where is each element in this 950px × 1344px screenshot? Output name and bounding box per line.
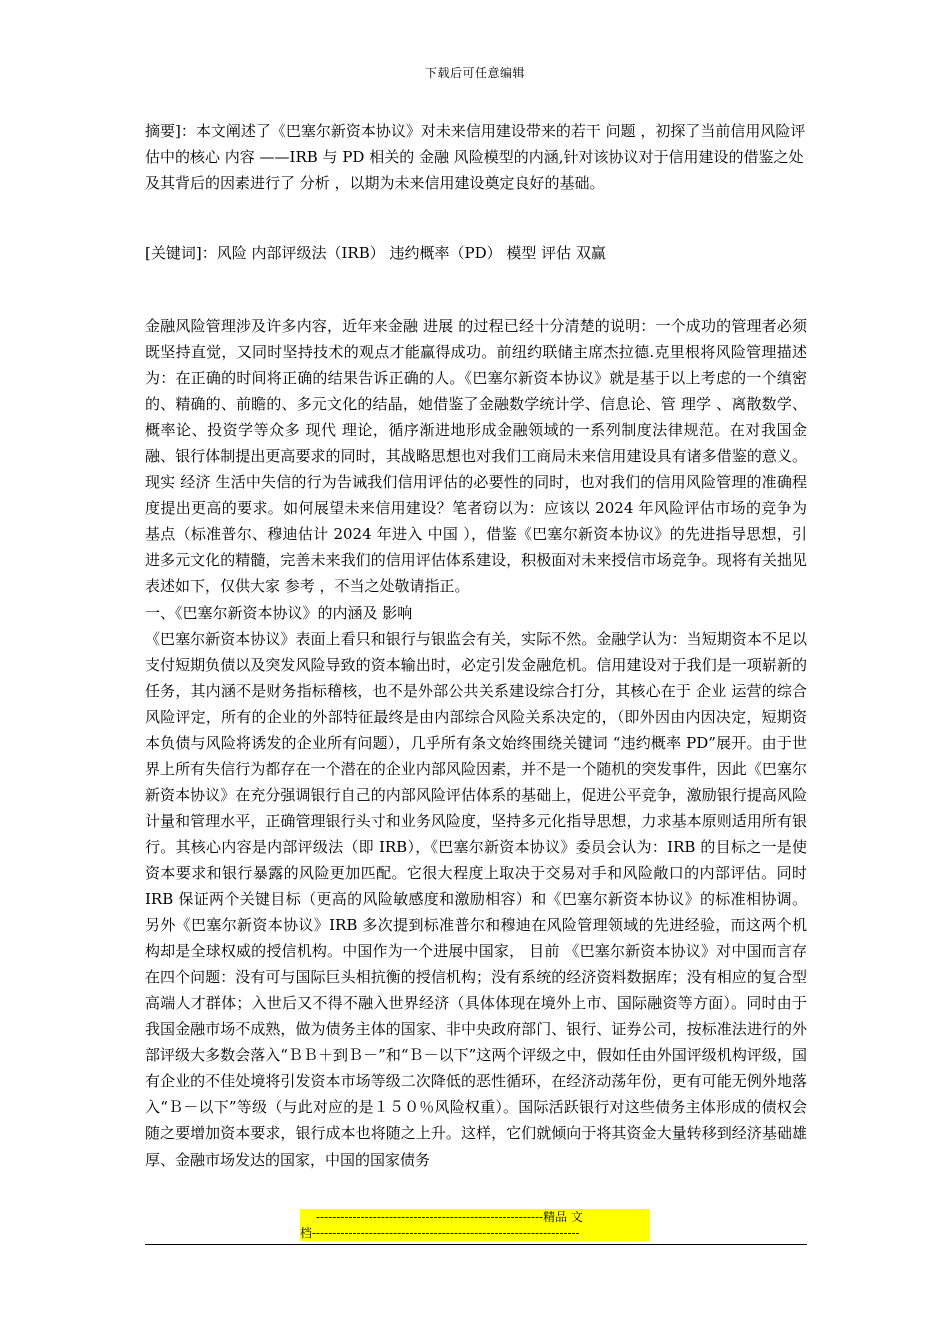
keywords-section [145, 240, 807, 266]
section-heading: 一、《巴塞尔新资本协议》的内涵及 影响 [145, 603, 413, 622]
body-section [145, 313, 807, 1173]
keywords-text: [关键词]：风险 内部评级法（IRB） 违约概率（PD） 模型 评估 双赢 [145, 244, 606, 262]
abstract-text: 摘要]：本文阐述了《巴塞尔新资本协议》对未来信用建设带来的若干 问题 ，初探了当前信用风险评估中的核心 内容 ——IRB 与 PD 相关的 金融 风险模型的内涵,针对该协议对于信用建设的借鉴之处及其背后的因素进行了 分析 ，以期为未来信用建设奠定良好的基础。 [145, 122, 806, 192]
footer-watermark [300, 1209, 650, 1241]
footer-divider [145, 1244, 807, 1245]
footer-watermark-line1: --------------------------------------------------------精品 文 [316, 1210, 583, 1224]
section-paragraph: 《巴塞尔新资本协议》表面上看只和银行与银监会有关，实际不然。金融学认为：当短期资本不足以支付短期负债以及突发风险导致的资本输出时，必定引发金融危机。信用建设对于我们是一项崭新的任务，其内涵不是财务指标稽核，也不是外部公共关系建设综合打分，其核心在于 企业 运营的综合风险评定，所有的企业的外部特征最终是由内部综合风险关系决定的，（即外因由内因决定，短期资本负债与风险将诱发的企业所有问题），几乎所有条文始终围绕关键词 “违约概率 PD”展开。由于世界上所有失信行为都存在一个潜在的企业内部风险因素，并不是一个随机的突发事件，因此《巴塞尔新资本协议》在充分强调银行自己的内部风险评估体系的基础上，促进公平竞争，激励银行提高风险计量和管理水平，正确管理银行头寸和业务风险度，坚持多元化指导思想，力求基本原则适用所有银行。其核心内容是内部评级法（即 IRB），《巴塞尔新资本协议》委员会认为：IRB 的目标之一是使资本要求和银行暴露的风险更加匹配。它很大程度上取决于交易对手和风险敞口的内部评估。同时 IRB 保证两个关键目标（更高的风险敏感度和激励相容）和《巴塞尔新资本协议》的标准相协调。另外《巴塞尔新资本协议》IRB 多次提到标准普尔和穆迪在风险管理领域的先进经验，而这两个机构却是全球权威的授信机构。中国作为一个进展中国家， 目前 《巴塞尔新资本协议》对中国而言存在四个问题：没有可与国际巨头相抗衡的授信机构；没有系统的经济资料数据库；没有相应的复合型高端人才群体；入世后又不得不融入世界经济（具体体现在境外上市、国际融资等方面）。同时由于我国金融市场不成熟，做为债务主体的国家、非中央政府部门、银行、证券公司，按标准法进行的外部评级大多数会落入“ＢＢ＋到Ｂ－”和“Ｂ－以下”这两个评级之中，假如任由外国评级机构评级，国有企业的不佳处境将引发资本市场等级二次降低的恶性循环，在经济动荡年份，更有可能无例外地落入“Ｂ－以下”等级（与此对应的是１５０％风险权重）。国际活跃银行对这些债务主体形成的债权会随之要增加资本要求，银行成本也将随之上升。这样，它们就倾向于将其资金大量转移到经济基础雄厚、金融市场发达的国家，中国的国家债务 [145, 629, 807, 1169]
intro-paragraph: 金融风险管理涉及许多内容，近年来金融 进展 的过程已经十分清楚的说明：一个成功的管理者必须既坚持直觉，又同时坚持技术的观点才能赢得成功。前纽约联储主席杰拉德.克里根将风险管理描述为：在正确的时间将正确的结果告诉正确的人。《巴塞尔新资本协议》就是基于以上考虑的一个缜密的、精确的、前瞻的、多元文化的结晶，她借鉴了金融数学统计学、信息论、管 理学 、离散数学、概率论、投资学等众多 现代 理论，循序渐进地形成金融领域的一系列制度法律规范。在对我国金融、银行体制提出更高要求的同时，其战略思想也对我们工商局未来信用建设具有诸多借鉴的意义。现实 经济 生活中失信的行为告诫我们信用评估的必要性的同时，也对我们的信用风险管理的准确程度提出更高的要求。如何展望未来信用建设？笔者窃以为：应该以 2024 年风险评估市场的竞争为基点（标准普尔、穆迪估计 2024 年进入 中国 ），借鉴《巴塞尔新资本协议》的先进指导思想，引进多元文化的精髓，完善未来我们的信用评估体系建设，积极面对未来授信市场竞争。现将有关拙见表述如下，仅供大家 参考 ，不当之处敬请指正。 [145, 317, 807, 596]
abstract-section [145, 118, 807, 196]
footer-watermark-line2: 档------------------------------------------------------------------ [300, 1226, 580, 1240]
page-header-note: 下载后可任意编辑 [424, 66, 525, 80]
